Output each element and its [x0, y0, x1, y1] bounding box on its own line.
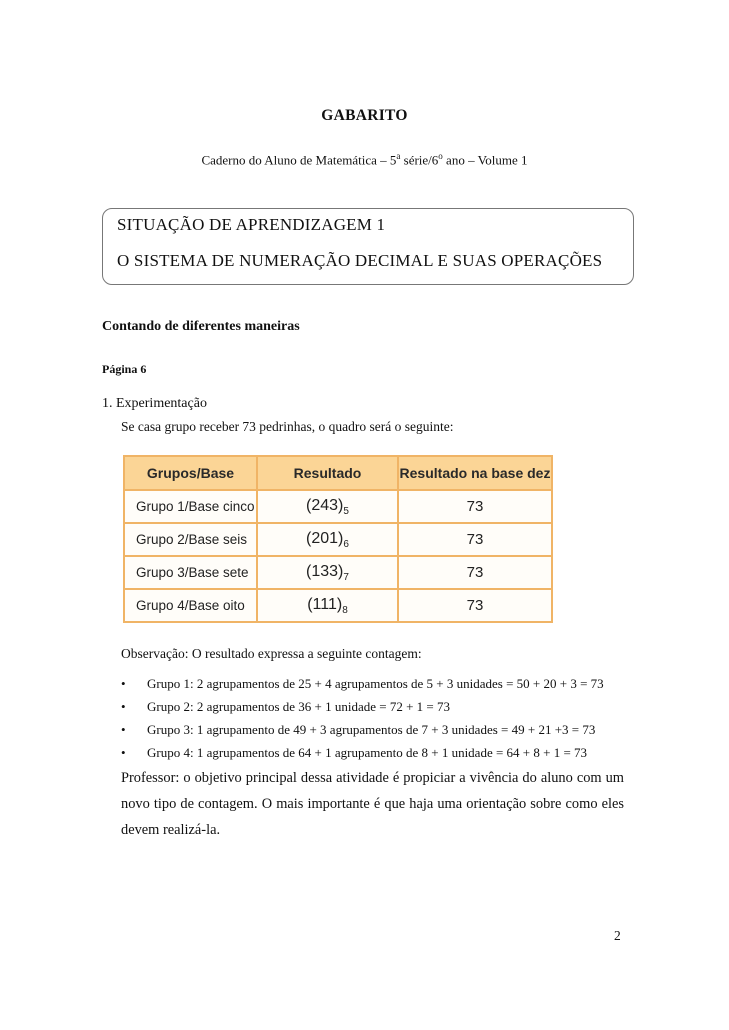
list-item — [121, 676, 604, 692]
bullet-icon: • — [121, 699, 126, 714]
cell-group: Grupo 3/Base sete — [124, 556, 257, 589]
result-base: 5 — [343, 505, 349, 517]
subtitle-sup-o: o — [438, 151, 443, 161]
subtitle-prefix: Caderno do Aluno de Matemática – 5 — [201, 152, 397, 168]
cell-result — [257, 556, 398, 589]
list-item-text: Grupo 1: 2 agrupamentos de 25 + 4 agrupamentos de 5 + 3 unidades = 50 + 20 + 3 = 73 — [147, 676, 604, 691]
cell-group: Grupo 1/Base cinco — [124, 490, 257, 523]
section-heading: Contando de diferentes maneiras — [102, 319, 300, 334]
list-item-text: Grupo 2: 2 agrupamentos de 36 + 1 unidade = 72 + 1 = 73 — [147, 699, 450, 714]
result-base: 6 — [343, 538, 349, 550]
bullet-icon: • — [121, 676, 126, 691]
cell-group: Grupo 2/Base seis — [124, 523, 257, 556]
observation-text: Observação: O resultado expressa a seguinte contagem: — [121, 646, 422, 661]
cell-result — [257, 490, 398, 523]
result-value: (243) — [306, 496, 344, 514]
table-row — [124, 556, 552, 589]
situacao-title: SITUAÇÃO DE APRENDIZAGEM 1 — [117, 215, 386, 234]
result-value: (111) — [307, 595, 343, 613]
document-subtitle — [0, 151, 729, 168]
page-reference: Página 6 — [102, 362, 147, 376]
header-decimal: Resultado na base dez — [398, 456, 552, 490]
cell-decimal: 73 — [398, 523, 552, 556]
situacao-box — [102, 208, 634, 285]
table-row — [124, 490, 552, 523]
result-value: (201) — [306, 529, 344, 547]
cell-decimal: 73 — [398, 589, 552, 622]
header-result: Resultado — [257, 456, 398, 490]
bullet-icon: • — [121, 722, 126, 737]
table-row — [124, 523, 552, 556]
list-item — [121, 699, 450, 715]
list-item-text: Grupo 4: 1 agrupamentos de 64 + 1 agrupamento de 8 + 1 unidade = 64 + 8 + 1 = 73 — [147, 745, 588, 760]
professor-note: Professor: o objetivo principal dessa atividade é propiciar a vivência do aluno com um novo tipo de contagem. O mais importante é que haja uma orientação sobre como eles devem realizá-la. — [121, 770, 624, 838]
subtitle-sup-a: a — [396, 151, 401, 161]
result-base: 8 — [342, 604, 348, 616]
bullet-icon: • — [121, 745, 126, 760]
cell-decimal: 73 — [398, 556, 552, 589]
subtitle-mid: série/6 — [400, 152, 439, 168]
header-groups: Grupos/Base — [124, 456, 257, 490]
results-table — [123, 455, 553, 623]
cell-group: Grupo 4/Base oito — [124, 589, 257, 622]
table-row — [124, 589, 552, 622]
list-item — [121, 722, 595, 738]
situacao-subtitle: O SISTEMA DE NUMERAÇÃO DECIMAL E SUAS OPERAÇÕES — [117, 251, 603, 270]
item-title: 1. Experimentação — [102, 396, 207, 411]
page-number: 2 — [614, 928, 621, 943]
cell-result — [257, 523, 398, 556]
table-header-row — [124, 456, 552, 490]
cell-result — [257, 589, 398, 622]
cell-decimal: 73 — [398, 490, 552, 523]
result-value: (133) — [306, 562, 344, 580]
list-item — [121, 745, 587, 761]
subtitle-suffix: ano – Volume 1 — [442, 152, 528, 168]
list-item-text: Grupo 3: 1 agrupamento de 49 + 3 agrupamentos de 7 + 3 unidades = 49 + 21 +3 = 73 — [147, 722, 596, 737]
item-intro: Se casa grupo receber 73 pedrinhas, o quadro será o seguinte: — [121, 419, 454, 434]
document-title: GABARITO — [321, 107, 408, 124]
result-base: 7 — [343, 571, 349, 583]
